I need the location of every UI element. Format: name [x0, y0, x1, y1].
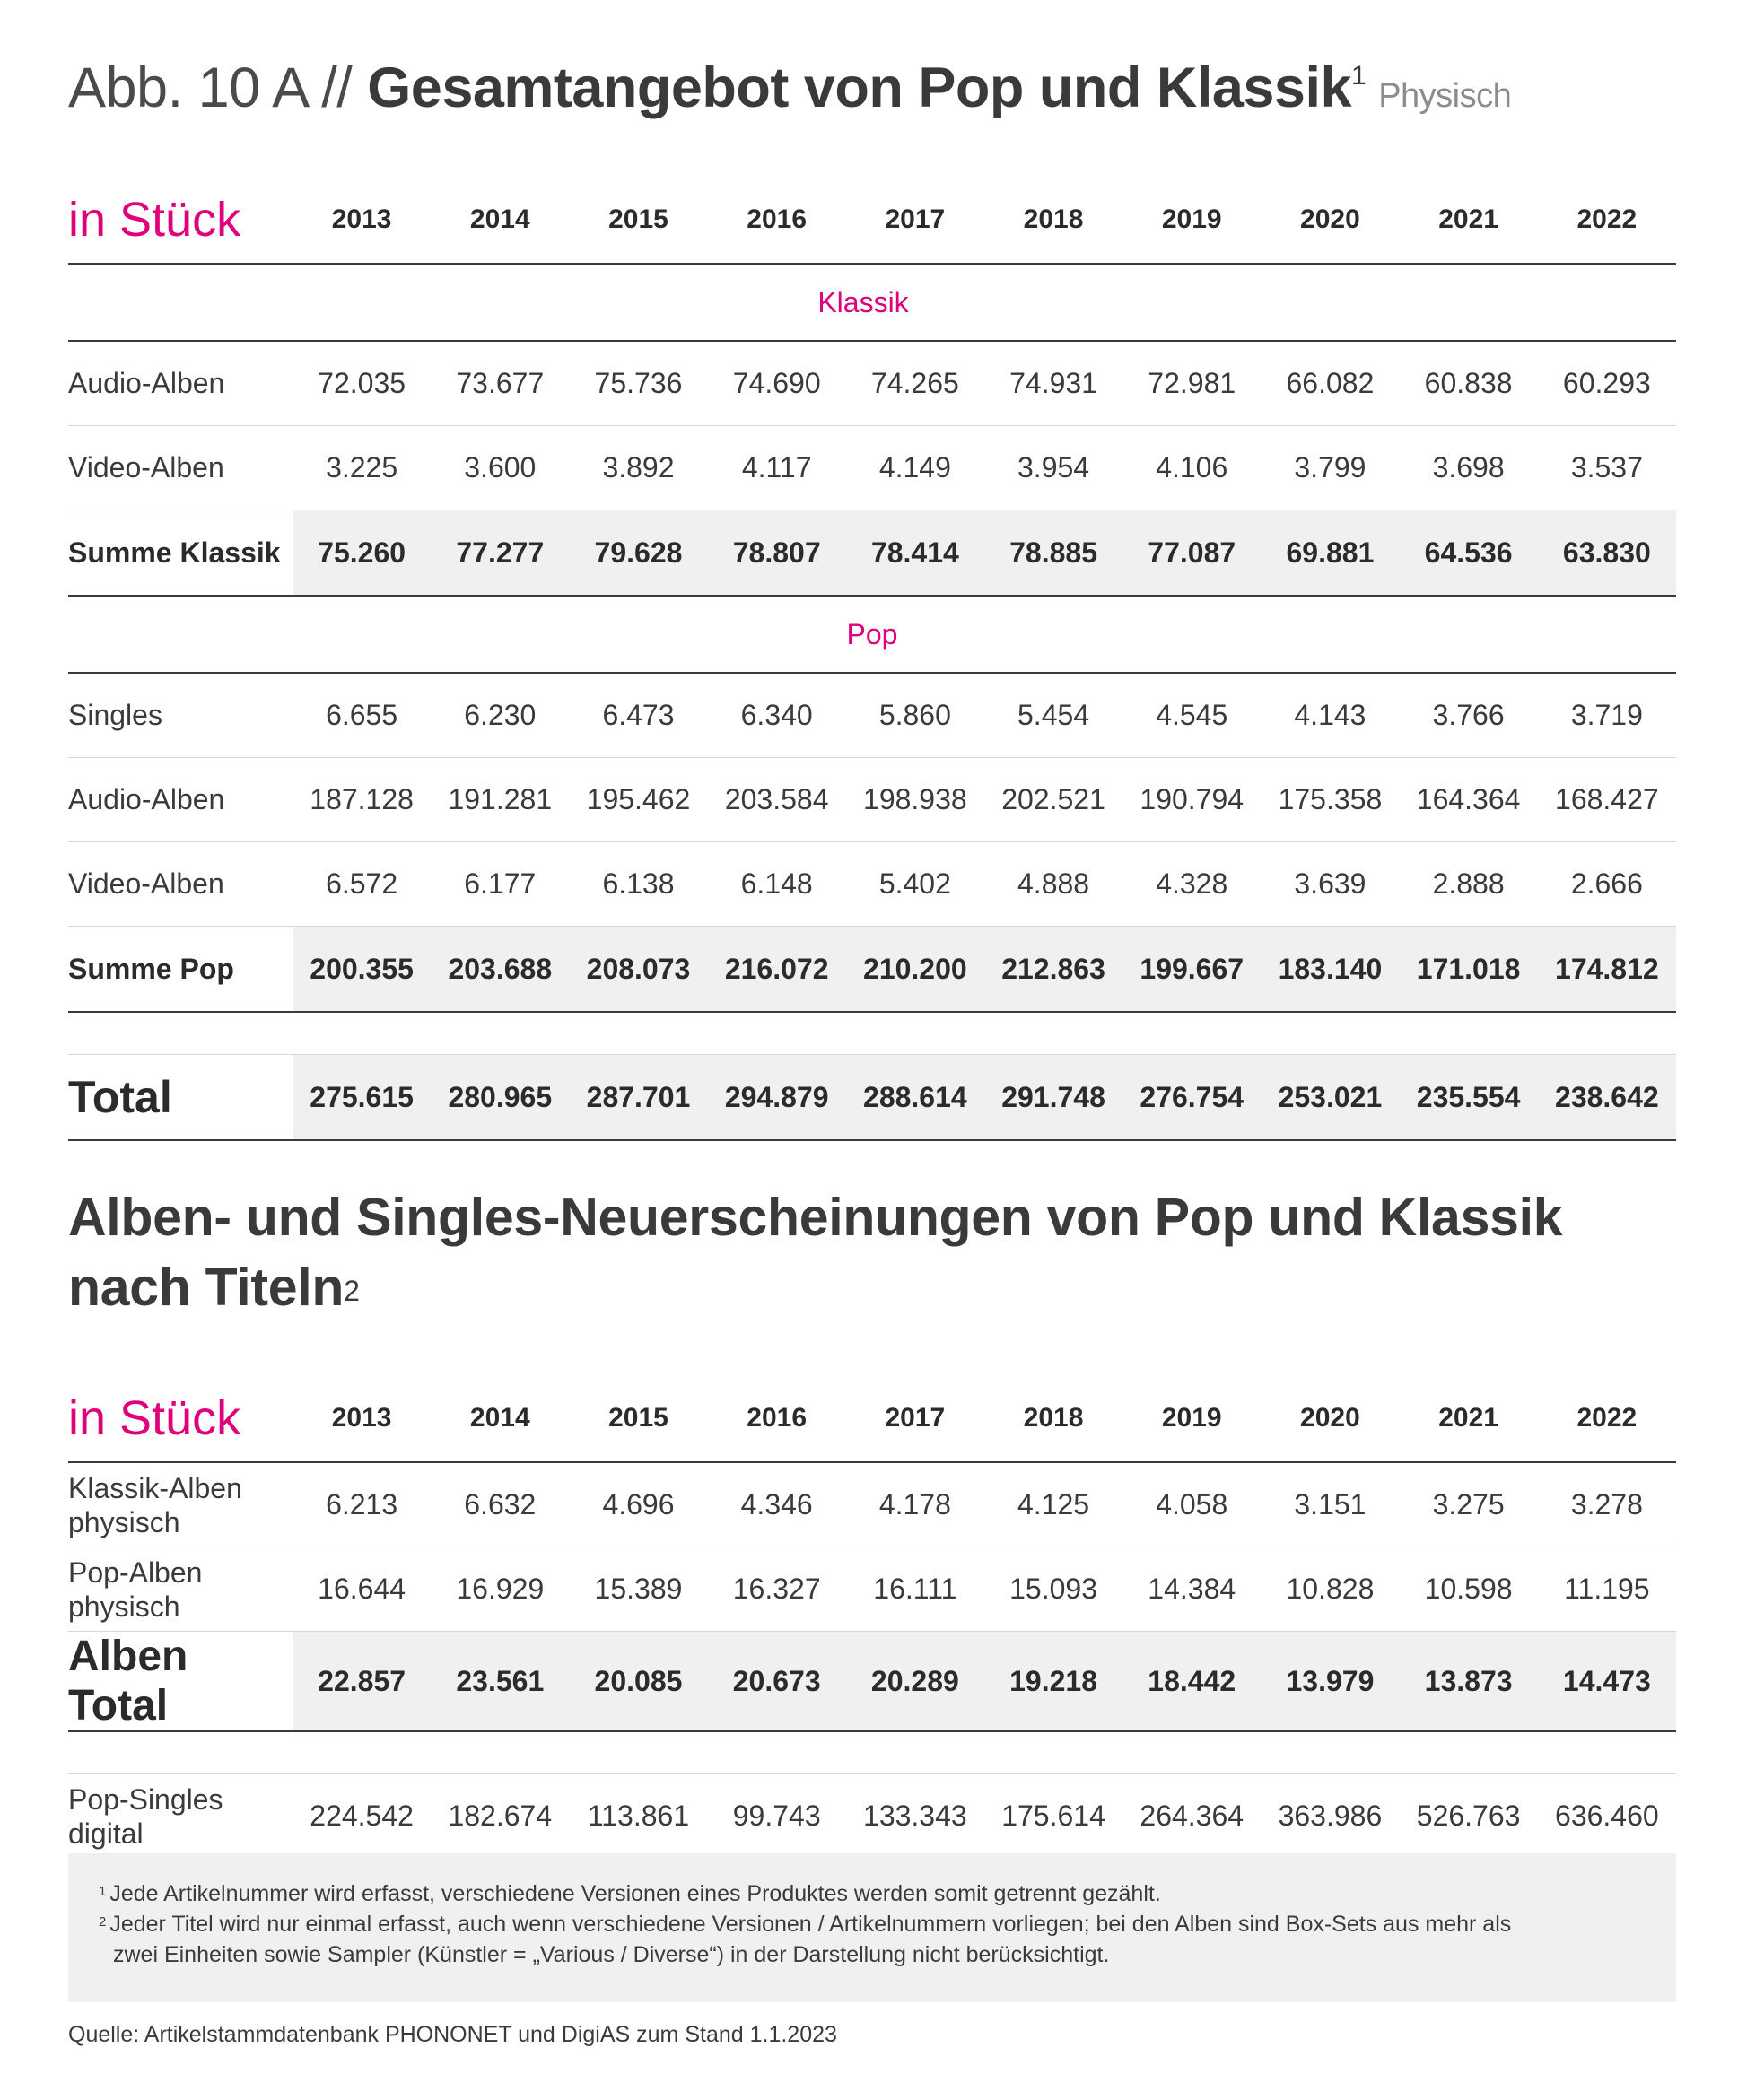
row-label-line1: Klassik-Alben: [68, 1471, 242, 1504]
cell-value: 73.677: [431, 341, 569, 426]
cell-value: 6.655: [293, 673, 431, 758]
cell-value: 75.260: [293, 510, 431, 597]
footnote-ref-2: 2: [344, 1275, 360, 1307]
cell-value: 203.688: [431, 927, 569, 1013]
cell-value: 4.117: [708, 426, 846, 510]
row-label: Audio-Alben: [68, 758, 293, 842]
cell-value: 183.140: [1261, 927, 1399, 1013]
footnote-2-continued: zwei Einheiten sowie Sampler (Künstler = „Various / Diverse“) in der Darstellung nicht berücksichtigt.: [113, 1942, 1110, 1967]
cell-value: 224.542: [293, 1774, 431, 1860]
footnote-2: [99, 1909, 1644, 1939]
spacer-row: [68, 1731, 1676, 1774]
cell-value: 5.402: [846, 842, 984, 927]
cell-value: 4.696: [569, 1462, 707, 1547]
footnote-marker: 2: [99, 1914, 107, 1930]
year-header: 2019: [1122, 177, 1261, 264]
section-row-pop: [68, 596, 1676, 673]
footnote-text: Jede Artikelnummer wird erfasst, verschiedene Versionen eines Produktes werden somit getrennt gezählt.: [109, 1881, 1161, 1906]
cell-value: 208.073: [569, 927, 707, 1013]
cell-value: 287.701: [569, 1055, 707, 1141]
cell-value: 60.293: [1538, 341, 1676, 426]
unit-label: in Stück: [68, 177, 293, 264]
cell-value: 288.614: [846, 1055, 984, 1141]
year-header: 2019: [1122, 1375, 1261, 1462]
year-header: 2016: [708, 177, 846, 264]
cell-value: 202.521: [984, 758, 1122, 842]
cell-value: 3.799: [1261, 426, 1399, 510]
year-header: 2016: [708, 1375, 846, 1462]
cell-value: 63.830: [1538, 510, 1676, 597]
row-label: Audio-Alben: [68, 341, 293, 426]
cell-value: 69.881: [1261, 510, 1399, 597]
cell-value: 74.690: [708, 341, 846, 426]
cell-value: 3.719: [1538, 673, 1676, 758]
sum-row-pop: [68, 927, 1676, 1013]
cell-value: 6.230: [431, 673, 569, 758]
cell-value: 15.093: [984, 1547, 1122, 1632]
cell-value: 3.537: [1538, 426, 1676, 510]
cell-value: 6.473: [569, 673, 707, 758]
unit-label: in Stück: [68, 1375, 293, 1462]
cell-value: 3.892: [569, 426, 707, 510]
year-header: 2018: [984, 177, 1122, 264]
cell-value: 20.289: [846, 1632, 984, 1732]
cell-value: 200.355: [293, 927, 431, 1013]
year-header: 2021: [1400, 1375, 1538, 1462]
source-note: Quelle: Artikelstammdatenbank PHONONET und DigiAS zum Stand 1.1.2023: [68, 2022, 837, 2047]
cell-value: 238.642: [1538, 1055, 1676, 1141]
row-label: [68, 1462, 293, 1547]
spacer-row: [68, 1012, 1676, 1055]
cell-value: 199.667: [1122, 927, 1261, 1013]
cell-value: 4.058: [1122, 1462, 1261, 1547]
cell-value: 253.021: [1261, 1055, 1399, 1141]
year-header: 2013: [293, 1375, 431, 1462]
table-row: [68, 1462, 1676, 1547]
cell-value: 187.128: [293, 758, 431, 842]
row-label: Singles: [68, 673, 293, 758]
cell-value: 2.666: [1538, 842, 1676, 927]
cell-value: 5.860: [846, 673, 984, 758]
row-label: Summe Pop: [68, 927, 293, 1013]
cell-value: 74.931: [984, 341, 1122, 426]
cell-value: 16.327: [708, 1547, 846, 1632]
table-header-row: [68, 1375, 1676, 1462]
cell-value: 182.674: [431, 1774, 569, 1860]
cell-value: 6.572: [293, 842, 431, 927]
cell-value: 2.888: [1400, 842, 1538, 927]
cell-value: 4.125: [984, 1462, 1122, 1547]
cell-value: 6.632: [431, 1462, 569, 1547]
row-label-line1: Pop-Singles: [68, 1782, 223, 1816]
cell-value: 191.281: [431, 758, 569, 842]
year-header: 2020: [1261, 1375, 1399, 1462]
table-gesamtangebot: [68, 177, 1676, 1141]
footnotes-box: [68, 1853, 1676, 2002]
cell-value: 16.644: [293, 1547, 431, 1632]
year-header: 2015: [569, 1375, 707, 1462]
cell-value: 99.743: [708, 1774, 846, 1860]
cell-value: 23.561: [431, 1632, 569, 1732]
cell-value: 113.861: [569, 1774, 707, 1860]
cell-value: 5.454: [984, 673, 1122, 758]
sum-row-alben-total: [68, 1632, 1676, 1732]
cell-value: 77.277: [431, 510, 569, 597]
cell-value: 78.414: [846, 510, 984, 597]
cell-value: 14.473: [1538, 1632, 1676, 1732]
cell-value: 198.938: [846, 758, 984, 842]
cell-value: 171.018: [1400, 927, 1538, 1013]
total-row: [68, 1055, 1676, 1141]
row-label-line2: physisch: [68, 1505, 180, 1538]
cell-value: 4.178: [846, 1462, 984, 1547]
cell-value: 66.082: [1261, 341, 1399, 426]
figure-title-main: [367, 57, 1366, 119]
cell-value: 14.384: [1122, 1547, 1261, 1632]
cell-value: 13.979: [1261, 1632, 1399, 1732]
cell-value: 3.151: [1261, 1462, 1399, 1547]
year-header: 2014: [431, 177, 569, 264]
cell-value: 75.736: [569, 341, 707, 426]
table-row: [68, 1774, 1676, 1860]
figure-title-text: Gesamtangebot von Pop und Klassik: [367, 57, 1351, 119]
cell-value: 264.364: [1122, 1774, 1261, 1860]
cell-value: 3.639: [1261, 842, 1399, 927]
cell-value: 20.673: [708, 1632, 846, 1732]
cell-value: 280.965: [431, 1055, 569, 1141]
cell-value: 276.754: [1122, 1055, 1261, 1141]
year-header: 2018: [984, 1375, 1122, 1462]
cell-value: 3.275: [1400, 1462, 1538, 1547]
year-header: 2022: [1538, 1375, 1676, 1462]
cell-value: 4.143: [1261, 673, 1399, 758]
table-row: [68, 426, 1676, 510]
row-label: Alben Total: [68, 1632, 293, 1732]
cell-value: 6.340: [708, 673, 846, 758]
figure-subtitle: Physisch: [1378, 77, 1512, 115]
cell-value: 3.600: [431, 426, 569, 510]
footnote-ref-1: 1: [1351, 61, 1367, 91]
year-header: 2014: [431, 1375, 569, 1462]
cell-value: 78.885: [984, 510, 1122, 597]
section2-title: [68, 1182, 1676, 1322]
cell-value: 6.177: [431, 842, 569, 927]
cell-value: 74.265: [846, 341, 984, 426]
year-header: 2022: [1538, 177, 1676, 264]
cell-value: 3.698: [1400, 426, 1538, 510]
cell-value: 3.766: [1400, 673, 1538, 758]
cell-value: 275.615: [293, 1055, 431, 1141]
cell-value: 6.138: [569, 842, 707, 927]
sum-row-klassik: [68, 510, 1676, 597]
section2-title-line2: nach Titeln: [68, 1258, 345, 1317]
row-label-line1: Pop-Alben: [68, 1555, 203, 1589]
row-label-line2: digital: [68, 1817, 144, 1850]
year-header: 2017: [846, 177, 984, 264]
section-row-klassik: [68, 264, 1676, 341]
row-label-line2: physisch: [68, 1590, 180, 1623]
table-row: [68, 758, 1676, 842]
year-header: 2020: [1261, 177, 1399, 264]
table-neuerscheinungen: [68, 1375, 1676, 1860]
cell-value: 190.794: [1122, 758, 1261, 842]
cell-value: 212.863: [984, 927, 1122, 1013]
cell-value: 174.812: [1538, 927, 1676, 1013]
cell-value: 79.628: [569, 510, 707, 597]
cell-value: 6.213: [293, 1462, 431, 1547]
cell-value: 4.149: [846, 426, 984, 510]
cell-value: 77.087: [1122, 510, 1261, 597]
footnote-marker: 1: [99, 1884, 107, 1899]
cell-value: 72.035: [293, 341, 431, 426]
cell-value: 22.857: [293, 1632, 431, 1732]
figure-title: [68, 56, 1511, 120]
cell-value: 4.328: [1122, 842, 1261, 927]
year-header: 2021: [1400, 177, 1538, 264]
cell-value: 175.358: [1261, 758, 1399, 842]
cell-value: 526.763: [1400, 1774, 1538, 1860]
table-row: [68, 341, 1676, 426]
cell-value: 203.584: [708, 758, 846, 842]
cell-value: 20.085: [569, 1632, 707, 1732]
year-header: 2013: [293, 177, 431, 264]
cell-value: 13.873: [1400, 1632, 1538, 1732]
cell-value: 4.346: [708, 1462, 846, 1547]
cell-value: 64.536: [1400, 510, 1538, 597]
section2-title-line1: Alben- und Singles-Neuerscheinungen von Pop und Klassik: [68, 1188, 1563, 1247]
footnote-1: [99, 1878, 1644, 1909]
table-row: [68, 673, 1676, 758]
cell-value: 168.427: [1538, 758, 1676, 842]
row-label: Video-Alben: [68, 426, 293, 510]
row-label: [68, 1547, 293, 1632]
section-label-pop: Pop: [846, 617, 898, 650]
cell-value: 60.838: [1400, 341, 1538, 426]
table-header-row: [68, 177, 1676, 264]
cell-value: 291.748: [984, 1055, 1122, 1141]
cell-value: 18.442: [1122, 1632, 1261, 1732]
cell-value: 164.364: [1400, 758, 1538, 842]
cell-value: 15.389: [569, 1547, 707, 1632]
cell-value: 4.888: [984, 842, 1122, 927]
footnote-text: Jeder Titel wird nur einmal erfasst, auch wenn verschiedene Versionen / Artikelnummern vorliegen; bei den Alben sind Box-Sets aus mehr als: [109, 1912, 1512, 1937]
cell-value: 11.195: [1538, 1547, 1676, 1632]
row-label: Summe Klassik: [68, 510, 293, 597]
cell-value: 78.807: [708, 510, 846, 597]
cell-value: 10.828: [1261, 1547, 1399, 1632]
cell-value: 133.343: [846, 1774, 984, 1860]
cell-value: 3.278: [1538, 1462, 1676, 1547]
cell-value: 19.218: [984, 1632, 1122, 1732]
cell-value: 10.598: [1400, 1547, 1538, 1632]
row-label: [68, 1774, 293, 1860]
table-row: [68, 1547, 1676, 1632]
cell-value: 4.545: [1122, 673, 1261, 758]
cell-value: 175.614: [984, 1774, 1122, 1860]
row-label: Video-Alben: [68, 842, 293, 927]
cell-value: 636.460: [1538, 1774, 1676, 1860]
section-label-klassik: Klassik: [817, 285, 909, 318]
row-label: Total: [68, 1055, 293, 1141]
cell-value: 210.200: [846, 927, 984, 1013]
cell-value: 3.954: [984, 426, 1122, 510]
cell-value: 16.111: [846, 1547, 984, 1632]
table-row: [68, 842, 1676, 927]
cell-value: 6.148: [708, 842, 846, 927]
cell-value: 16.929: [431, 1547, 569, 1632]
cell-value: 4.106: [1122, 426, 1261, 510]
cell-value: 72.981: [1122, 341, 1261, 426]
cell-value: 3.225: [293, 426, 431, 510]
cell-value: 195.462: [569, 758, 707, 842]
cell-value: 363.986: [1261, 1774, 1399, 1860]
cell-value: 216.072: [708, 927, 846, 1013]
year-header: 2017: [846, 1375, 984, 1462]
cell-value: 294.879: [708, 1055, 846, 1141]
year-header: 2015: [569, 177, 707, 264]
figure-number: Abb. 10 A //: [68, 57, 353, 119]
cell-value: 235.554: [1400, 1055, 1538, 1141]
